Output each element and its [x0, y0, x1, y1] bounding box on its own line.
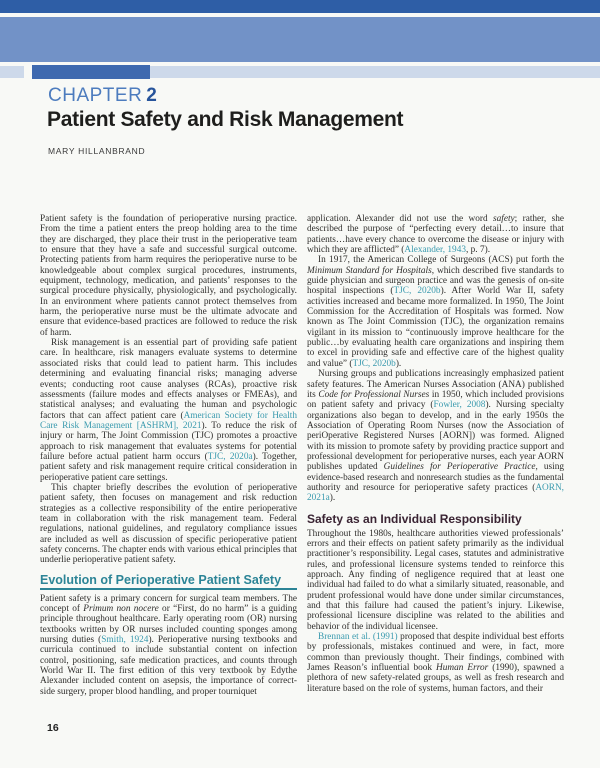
page-number: 16	[47, 722, 59, 734]
paragraph: Risk management is an essential part of providing safe patient care. In healthcare, risk managers evaluate systems to determine associated risks that could lead to patient harm. This includes determining and evaluating financial risks; managing adverse events; conducting root cause analyses (RCAs), proactive risk assessments (failure modes and effects analyses or FMEAs), and statistical analyses; and evaluating the human and psychologic factors that can affect patient care (American Society for Health Care Risk Management [ASHRM], 2021). To reduce the risk of injury or harm, The Joint Commission (TJC) promotes a proactive approach to risk management that evaluates systems for potential failure before actual patient harm occurs (TJC, 2020a). Together, patient safety and risk management require critical consideration in perioperative patient care settings.	[40, 338, 298, 483]
italic-term: Guidelines for Perioperative Practice	[383, 462, 536, 473]
paragraph: Patient safety is a primary concern for surgical team members. The concept of Primum non nocere or “First, do no harm” is a guiding principle throughout healthcare. Early operating room (OR) nursing textbooks written by OR nurses included counting sponges among nursing duties (Smith, 1924). Perioperative nursing textbooks and curricula continued to include substantial content on infection control, positioning, safe medication practices, and counts through World War II. The first edition of this very textbook by Edythe Alexander included content on asepsis, the importance of correct-side surgery, proper blood handling, and proper tourniquet	[40, 593, 298, 697]
paragraph: This chapter briefly describes the evolution of perioperative patient safety, then focuses on management and risk reduction strategies as a collective responsibility of the entire perioperative team in collaboration with the risk management team. Federal regulations, national guidelines, and regulatory compliance issues are included as well as discussion of specific perioperative patient safety concerns. The chapter ends with various ethical principles that underlie perioperative patient safety.	[40, 482, 297, 566]
italic-term: Code for Professional Nurses	[318, 389, 430, 400]
italic-term: Human Error	[436, 663, 489, 674]
citation-link[interactable]: Fowler, 2008	[433, 400, 486, 411]
citation-link[interactable]: AORN, 2021a	[307, 482, 564, 504]
paragraph: Nursing groups and publications increasingly emphasized patient safety features. The American Nurses Association (ANA) published its Code for Professional Nurses in 1950, which included provisions on patient safety and privacy (Fowler, 2008). Nursing specialty organizations also began to develop, and in the early 1950s the Association of Operating Room Nurses (now the Association of periOperative Registered Nurses [AORN]) was formed. Aligned with its mission to promote safety by providing practice support and professional development for perioperative nurses, each year AORN publishes updated Guidelines for Perioperative Practice, using evidence-based research and nonresearch studies as the fundamental authority and resource for perioperative safety practices (AORN, 2021a).	[307, 369, 565, 504]
citation-link[interactable]: TJC, 2020a	[207, 451, 253, 462]
page-title: Patient Safety and Risk Management	[47, 108, 404, 131]
header-strip-accent	[32, 65, 150, 79]
chapter-label: CHAPTER	[48, 85, 143, 106]
section-heading: Evolution of Perioperative Patient Safety	[40, 573, 297, 590]
chapter-number: 2	[146, 85, 157, 106]
citation-link[interactable]: TJC, 2020b	[393, 286, 441, 297]
paragraph: In 1917, the American College of Surgeons (ACS) put forth the Minimum Standard for Hospitals, which described five standards to guide physician and surgeon practice and was the genesis of on-site hospital inspections (TJC, 2020b). After World War II, safety activities increased and became more formalized. In 1950, The Joint Commission for the Accreditation of Hospitals was formed. Now known as The Joint Commission (TJC), the organization remains vigilant in its mission to “continuously improve healthcare for the public…by evaluating health care organizations and inspiring them to excel in providing safe and effective care of the highest quality and value” (TJC, 2020b).	[307, 255, 565, 369]
paragraph: Throughout the 1980s, healthcare authorities viewed professionals’ errors and their effects on patient safety primarily as the individual practitioner’s responsibility. Legal cases, statutes and administrative rules, and professional licensure systems tended to reinforce this approach. Any finding of negligence required that at least one individual had failed to do what a similarly situated, reasonable, and prudent professional would have done under similar circumstances, and that this failure had caused the patient’s injury. Likewise, professional licensure discipline was related to the abilities and behavior of the individual licensee.	[307, 528, 564, 632]
citation-link[interactable]: TJC, 2020b	[352, 358, 396, 369]
citation-link[interactable]: Brennan et al. (1991)	[318, 632, 398, 643]
header-strip	[0, 66, 600, 78]
chapter-heading	[48, 85, 157, 107]
citation-link[interactable]: Alexander, 1943	[404, 245, 466, 256]
citation-link[interactable]: Smith, 1924	[101, 635, 149, 646]
paragraph: Patient safety is the foundation of perioperative nursing practice. From the time a patient enters the preop holding area to the time they are discharged, they place their trust in the perioperative team to ensure that they have a safe and successful surgical outcome. Protecting patients from harm requires the perioperative nurse to be knowledgeable about complex surgical procedures, instruments, equipment, technology, medication, and patients’ responses to the surgical procedure physically, physiologically, and psychologically. In an environment where patients cannot protect themselves from harm, the perioperative nurse must be the ultimate advocate and ensure that evidence-based practices are followed to reduce the risk of harm.	[40, 214, 297, 338]
right-column	[307, 214, 564, 697]
body-columns	[40, 214, 564, 697]
author-name: MARY HILLANBRAND	[48, 146, 146, 156]
left-column	[40, 214, 297, 697]
paragraph: Brennan et al. (1991) proposed that despite individual best efforts by professionals, mistakes continued and were, in fact, more common than previously thought. Their findings, combined with James Reason’s influential book Human Error (1990), spawned a plethora of new safety-related groups, as well as fresh research and literature based on the role of systems, human factors, and their	[307, 632, 564, 694]
paragraph: application. Alexander did not use the word safety; rather, she described the purpose of “perfecting every detail…to insure that patients…have every chance to overcome the disease or injury with which they are afflicted” (Alexander, 1943, p. 7).	[307, 214, 564, 256]
citation-link[interactable]: American Society for Health Care Risk Management [ASHRM], 2021	[40, 410, 298, 431]
italic-term: Minimum Standard for Hospitals	[307, 265, 432, 276]
header-band	[0, 17, 600, 62]
italic-term: safety	[492, 214, 515, 224]
italic-term: Primum non nocere	[83, 604, 159, 615]
header-bar-top	[0, 0, 600, 13]
sub-section-heading: Safety as an Individual Responsibility	[307, 511, 522, 526]
header-strip-gap	[24, 66, 32, 78]
